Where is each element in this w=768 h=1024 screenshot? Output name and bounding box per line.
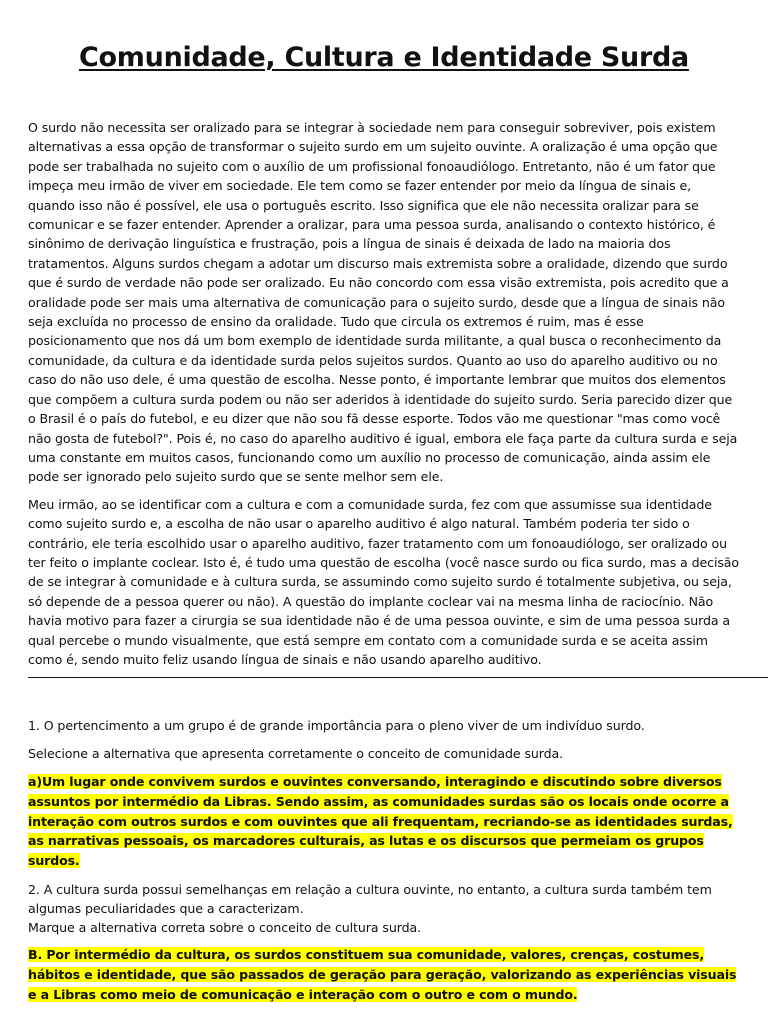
question-1	[28, 716, 740, 870]
question-1-answer	[28, 772, 740, 870]
question-2-prompt: 2. A cultura surda possui semelhanças em relação a cultura ouvinte, no entanto, a cultura surda também tem algumas peculiaridades que a caracterizam.	[28, 882, 712, 917]
question-2-text	[28, 880, 740, 937]
question-1-prompt: 1. O pertencimento a um grupo é de grande importância para o pleno viver de um indivíduo surdo.	[28, 718, 645, 734]
page-title: Comunidade, Cultura e Identidade Surda	[79, 42, 689, 73]
body-paragraph-1: O surdo não necessita ser oralizado para se integrar à sociedade nem para conseguir sobreviver, pois existem alternativas a essa opção de transformar o sujeito surdo em um sujeito ouvinte. A oralização é uma opção que pode ser trabalhada no sujeito com o auxílio de um profissional fonoaudiólogo. Entretanto, não é um fator que impeça meu irmão de viver em sociedade. Ele tem como se fazer entender por meio da língua de sinais e, quando isso não é possível, ele usa o português escrito. Isso significa que ele não necessita oralizar para se comunicar e se fazer entender. Aprender a oralizar, para uma pessoa surda, analisando o contexto histórico, é sinônimo de derivação linguística e frustração, pois a língua de sinais é deixada de lado na maioria dos tratamentos. Alguns surdos chegam a adotar um discurso mais extremista sobre a oralidade, dizendo que surdo que é surdo de verdade não pode ser oralizado. Eu não concordo com essa visão extremista, pois acredito que a oralidade pode ser mais uma alternativa de comunicação para o sujeito surdo, desde que a língua de sinais não seja excluída no processo de ensino da oralidade. Tudo que circula os extremos é ruim, mas é esse posicionamento que nos dá um bom exemplo de identidade surda militante, a qual busca o reconhecimento da comunidade, da cultura e da identidade surda pelos sujeitos surdos. Quanto ao uso do aparelho auditivo ou no caso do não uso dele, é uma questão de escolha. Nesse ponto, é importante lembrar que muitos dos elementos que compõem a cultura surda podem ou não ser aderidos à identidade do sujeito surdo. Seria parecido dizer que o Brasil é o país do futebol, e eu dizer que não sou fã desse esporte. Todos vão me questionar "mas como você não gosta de futebol?". Pois é, no caso do aparelho auditivo é igual, embora ele faça parte da cultura surda e seja uma constante em muitos casos, funcionando como um auxílio no processo de comunicação, ainda assim ele pode ser ignorado pelo sujeito surdo que se sente melhor sem ele.	[28, 120, 738, 485]
question-2-instruction: Marque a alternativa correta sobre o conceito de cultura surda.	[28, 920, 421, 936]
question-2-answer	[28, 945, 740, 1004]
question-1-instruction: Selecione a alternativa que apresenta corretamente o conceito de comunidade surda.	[28, 746, 564, 762]
question-2-answer-text: B. Por intermédio da cultura, os surdos constituem sua comunidade, valores, crenças, costumes, hábitos e identidade, que são passados de geração para geração, valorizando as experiências visuais e a Libras como meio de comunicação e interação com o outro e com o mundo.	[28, 947, 737, 1002]
question-1-answer-text: a)Um lugar onde convivem surdos e ouvintes conversando, interagindo e discutindo sobre diversos assuntos por intermédio da Libras. Sendo assim, as comunidades surdas são os locais onde ocorre a interação com outros surdos e com ouvintes que ali frequentam, recriando-se as identidades surdas, as narrativas pessoais, os marcadores culturais, as lutas e os discursos que permeiam os grupos surdos.	[28, 774, 733, 868]
body-paragraph-2: Meu irmão, ao se identificar com a cultura e com a comunidade surda, fez com que assumisse sua identidade como sujeito surdo e, a escolha de não usar o aparelho auditivo é algo natural. Também poderia ter sido o contrário, ele teria escolhido usar o aparelho auditivo, fazer tratamento com um fonoaudiólogo, ser oralizado ou ter feito o implante coclear. Isto é, é tudo uma questão de escolha (você nasce surdo ou fica surdo, mas a decisão de se integrar à comunidade e à cultura surda, se assumindo como sujeito surdo é totalmente subjetiva, ou seja, só depende de a pessoa querer ou não). A questão do implante coclear vai na mesma linha de raciocínio. Não havia motivo para fazer a cirurgia se sua identidade não é de uma pessoa ouvinte, e sim de uma pessoa surda a qual percebe o mundo visualmente, que está sempre em contato com a comunidade surda e se aceita assim como é, sendo muito feliz usando língua de sinais e não usando aparelho auditivo.	[28, 496, 740, 667]
document-page	[28, 38, 740, 1014]
question-2	[28, 880, 740, 1004]
